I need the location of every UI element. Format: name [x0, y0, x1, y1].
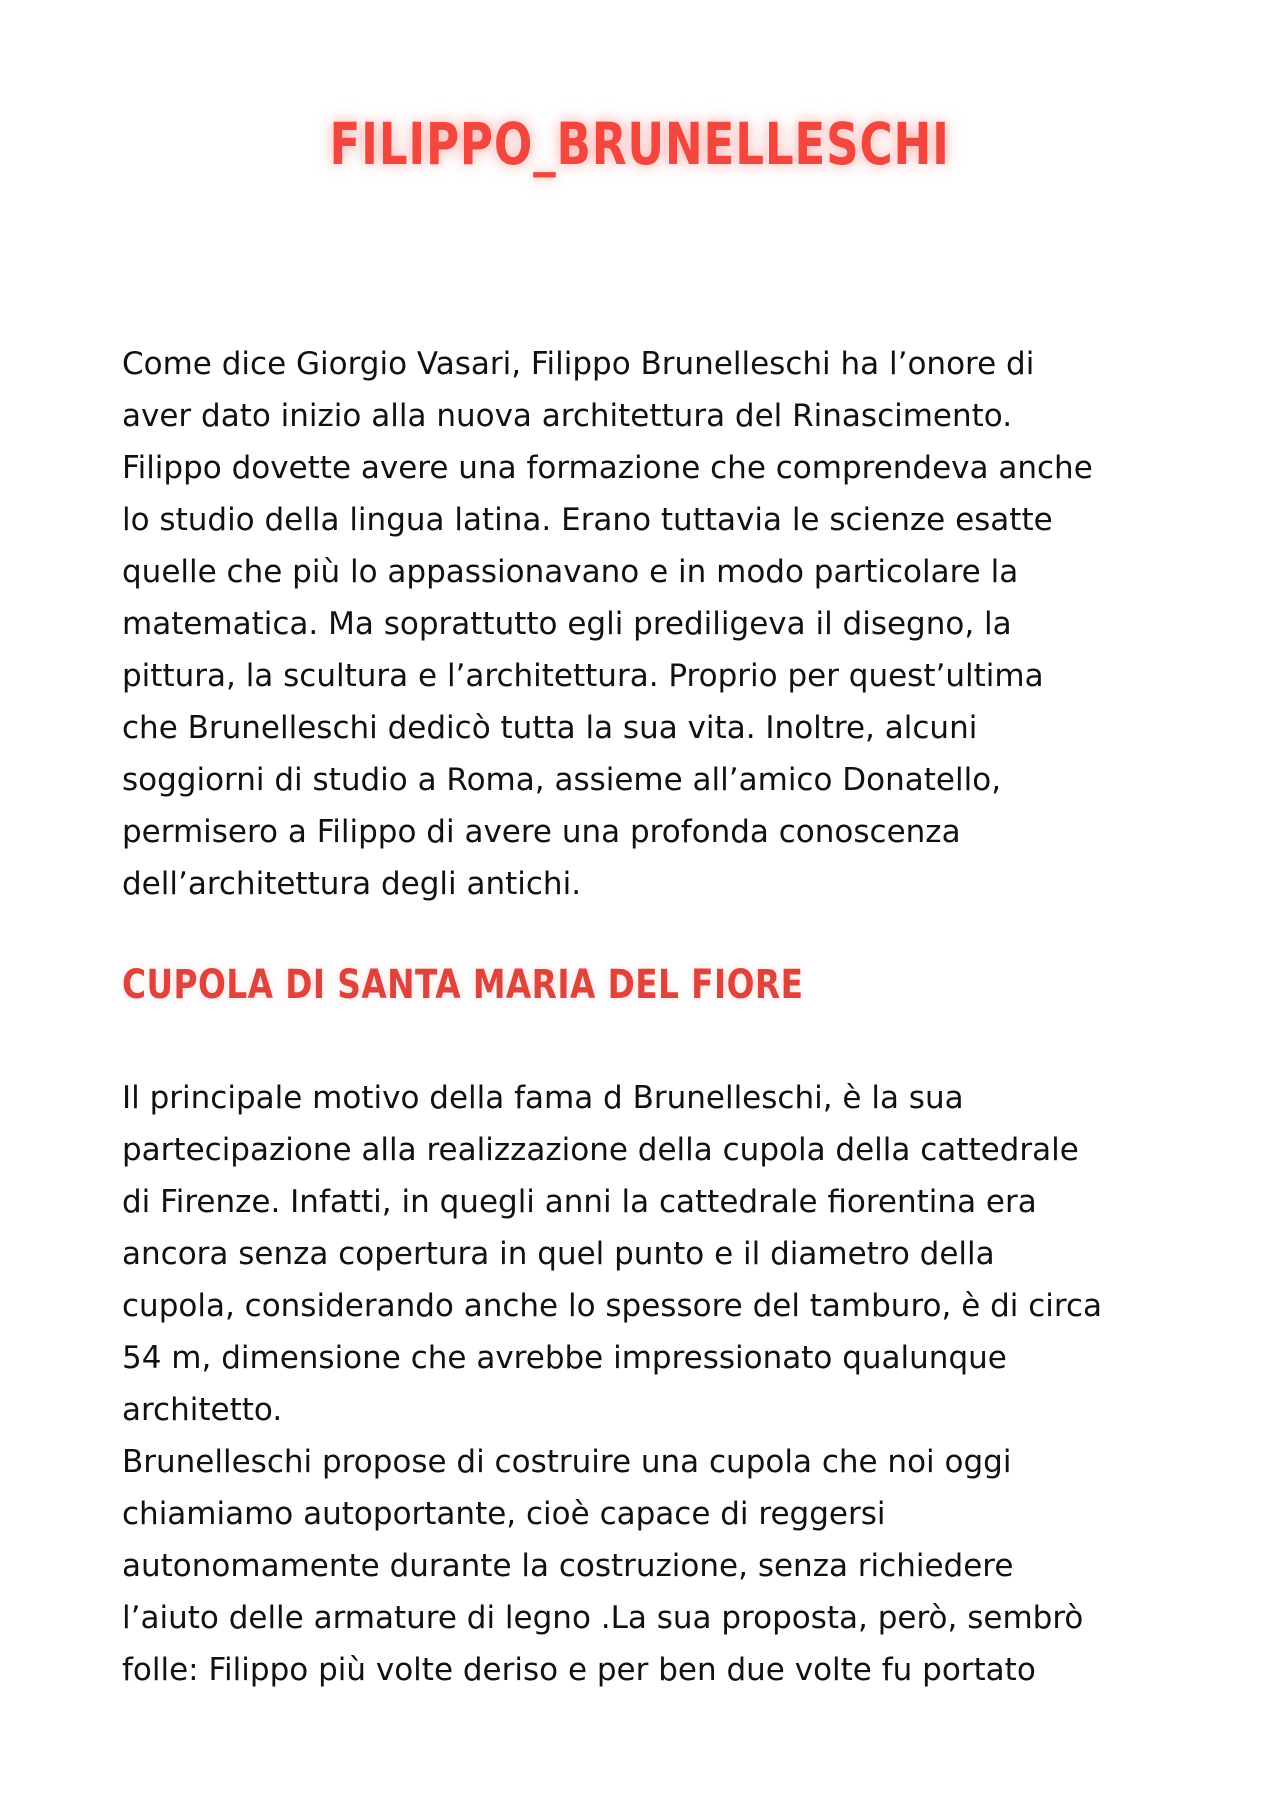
- document-title: FILIPPO_BRUNELLESCHI: [329, 110, 951, 178]
- section-paragraph: Il principale motivo della fama d Brunelleschi, è la sua partecipazione alla realizzazione della cupola della cattedrale di Firenze. Infatti, in quegli anni la cattedrale fiorentina era ancora senza copertura in quel punto e il diametro della cupola, considerando anche lo spessore del tamburo, è di circa 54 m, dimensione che avrebbe impressionato qualunque architetto. Brunelleschi propose di costruire una cupola che noi oggi chiamiamo autoportante, cioè capace di reggersi autonomamente durante la costruzione, senza richiedere l’aiuto delle armature di legno .La sua proposta, però, sembrò folle: Filippo più volte deriso e per ben due volte fu portato: [122, 1080, 1103, 1688]
- section-heading: CUPOLA DI SANTA MARIA DEL FIORE: [122, 962, 804, 1008]
- intro-paragraph: Come dice Giorgio Vasari, Filippo Brunelleschi ha l’onore di aver dato inizio alla nuova architettura del Rinascimento. Filippo dovette avere una formazione che comprendeva anche lo studio della lingua latina. Erano tuttavia le scienze esatte quelle che più lo appassionavano e in modo particolare la matematica. Ma soprattutto egli prediligeva il disegno, la pittura, la scultura e l’architettura. Proprio per quest’ultima che Brunelleschi dedicò tutta la sua vita. Inoltre, alcuni soggiorni di studio a Roma, assieme all’amico Donatello, permisero a Filippo di avere una profonda conoscenza dell’architettura degli antichi.: [122, 346, 1093, 902]
- title-container: [0, 110, 1280, 178]
